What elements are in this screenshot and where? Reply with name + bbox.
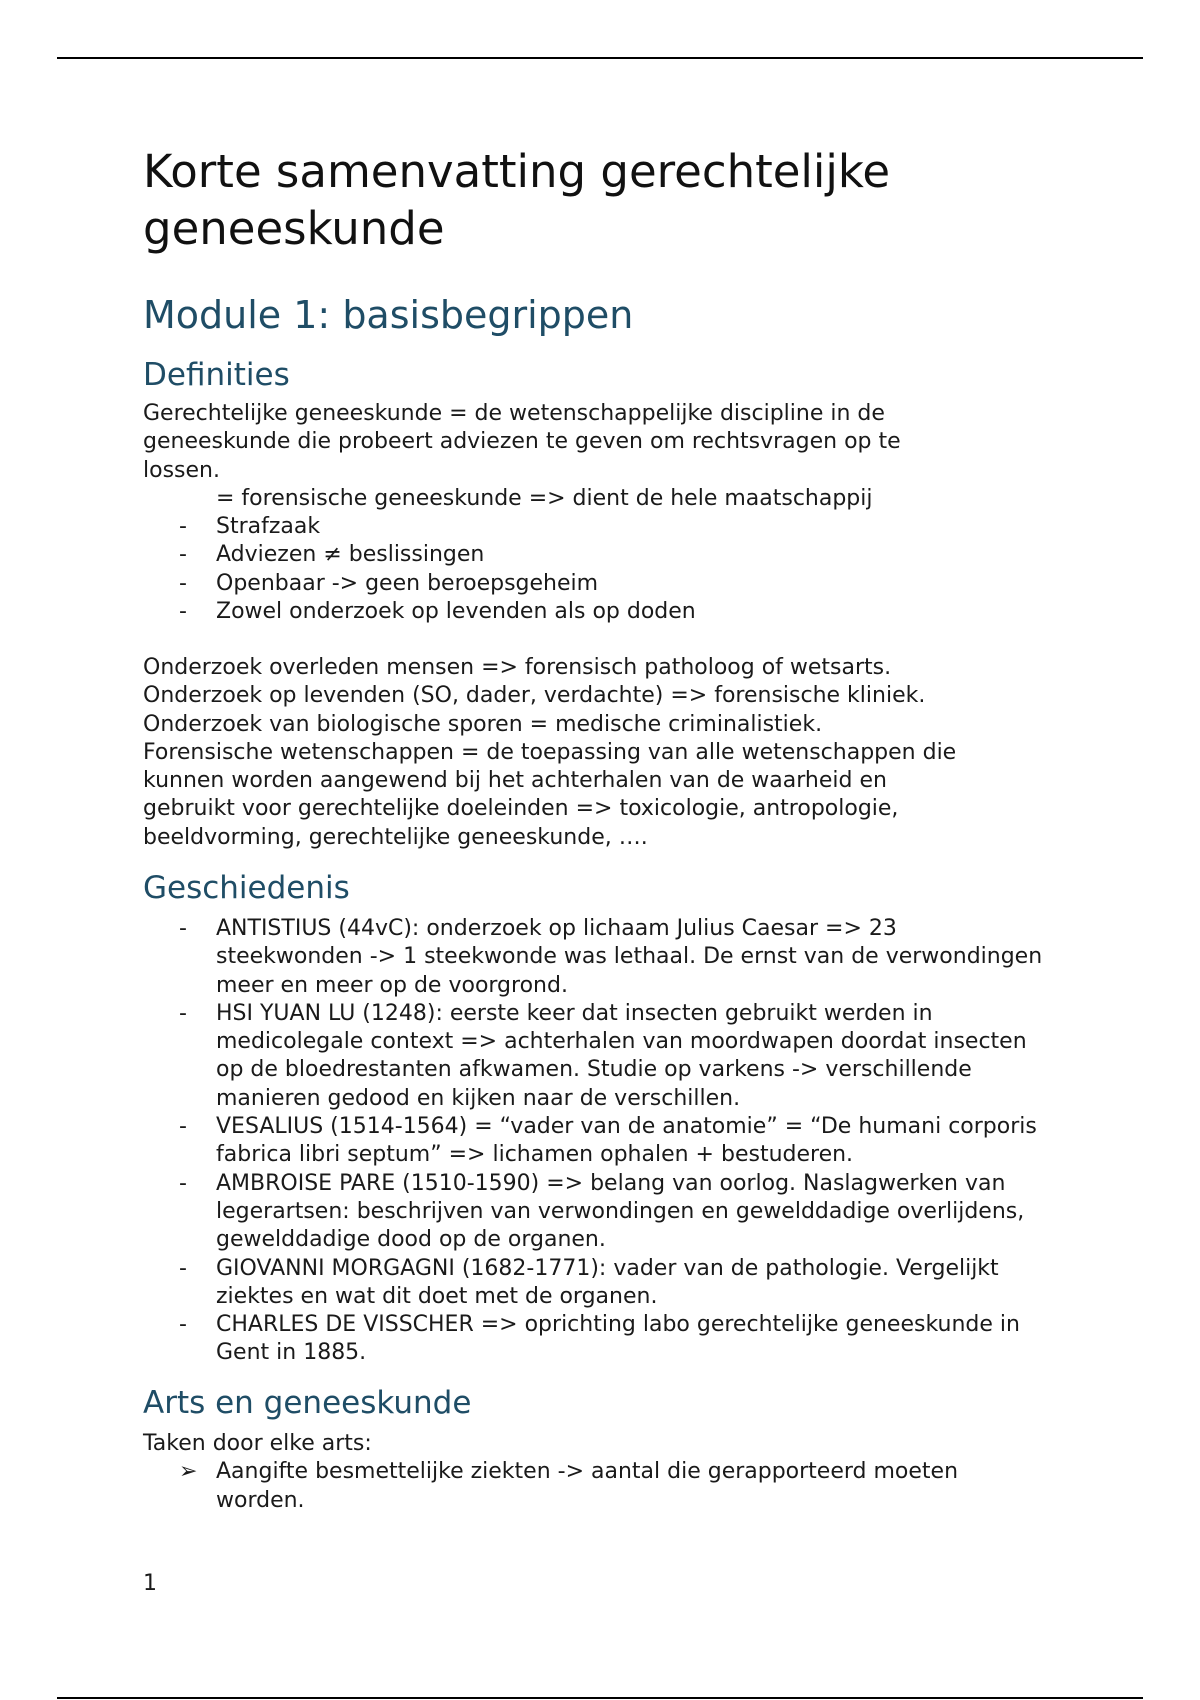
paragraph-line: Forensische wetenschappen = de toepassing van alle wetenschappen die — [143, 739, 957, 765]
list-item: - VESALIUS (1514-1564) = “vader van de anatomie” = “De humani corporis fabrica libri septum” => lichamen ophalen + bestuderen. — [179, 1114, 1037, 1168]
section-heading-definities: Definities — [143, 357, 290, 393]
dash-bullet-icon: - — [179, 1170, 187, 1196]
footer-rule — [57, 1697, 1143, 1699]
section-heading-arts: Arts en geneeskunde — [143, 1385, 472, 1421]
paragraph-line: Onderzoek overleden mensen => forensisch patholoog of wetsarts. — [143, 655, 892, 680]
document-title: Korte samenvatting gerechtelijke geneeskunde — [143, 145, 891, 255]
arts-bullet-list — [143, 1458, 1043, 1515]
list-item: - Openbaar -> geen beroepsgeheim — [143, 570, 1063, 598]
paragraph-line: kunnen worden aangewend bij het achterhalen van de waarheid en — [143, 768, 887, 794]
list-item: - AMBROISE PARE (1510-1590) => belang van oorlog. Naslagwerken van legerartsen: beschrijven van verwondingen en gewelddadige overlijdens, gewelddadige dood op de organen. — [179, 1170, 1025, 1253]
list-item: ➢ Aangifte besmettelijke ziekten -> aantal die gerapporteerd moeten worden. — [179, 1459, 959, 1513]
dash-bullet-icon: - — [179, 542, 187, 568]
section-heading-geschiedenis: Geschiedenis — [143, 870, 350, 906]
paragraph-line: gebruikt voor gerechtelijke doeleinden => toxicologie, antropologie, — [143, 796, 899, 822]
list-item: - Adviezen ≠ beslissingen — [143, 541, 1063, 569]
dash-bullet-icon: - — [179, 1312, 187, 1338]
dash-bullet-icon: - — [179, 599, 187, 625]
dash-bullet-icon: - — [179, 570, 187, 596]
geschiedenis-body — [143, 915, 1063, 1368]
list-item: - Strafzaak — [143, 513, 1063, 541]
list-item: - Zowel onderzoek op levenden als op doden — [143, 598, 1063, 626]
list-item: - CHARLES DE VISSCHER => oprichting labo gerechtelijke geneeskunde in Gent in 1885. — [179, 1312, 1020, 1366]
paragraph-line: Onderzoek van biologische sporen = medische criminalistiek. — [143, 711, 823, 737]
paragraph-line: beeldvorming, gerechtelijke geneeskunde, …. — [143, 824, 648, 850]
module-heading: Module 1: basisbegrippen — [143, 293, 634, 337]
dash-bullet-icon: - — [179, 1255, 187, 1281]
definities-body — [143, 400, 1063, 626]
dash-bullet-icon: - — [179, 514, 187, 540]
dash-bullet-icon: - — [179, 1000, 187, 1026]
definities-intro-line: Gerechtelijke geneeskunde = de wetenschappelijke discipline in de — [143, 401, 885, 426]
dash-bullet-icon: - — [179, 1114, 187, 1140]
arts-body — [143, 1430, 1063, 1515]
definities-indented-line: = forensische geneeskunde => dient de hele maatschappij — [216, 485, 873, 511]
definities-bullet-list — [143, 513, 1063, 626]
arrow-bullet-icon: ➢ — [179, 1459, 198, 1485]
header-rule — [57, 57, 1143, 59]
paragraph-line: Onderzoek op levenden (SO, dader, verdachte) => forensische kliniek. — [143, 683, 926, 709]
definities-paragraph — [143, 654, 1063, 852]
dash-bullet-icon: - — [179, 916, 187, 941]
arts-intro: Taken door elke arts: — [143, 1431, 372, 1456]
definities-intro-line: geneeskunde die probeert adviezen te geven om rechtsvragen op te — [143, 429, 901, 455]
definities-intro-line: lossen. — [143, 457, 220, 483]
page-number: 1 — [143, 1571, 157, 1596]
geschiedenis-bullet-list — [143, 915, 1043, 1368]
list-item: - HSI YUAN LU (1248): eerste keer dat insecten gebruikt werden in medicolegale context => achterhalen van moordwapen doordat insecten op de bloedrestanten afkwamen. Studie op varkens -> verschillende manieren gedood en kijken naar de verschillen. — [179, 1000, 1027, 1111]
list-item: - ANTISTIUS (44vC): onderzoek op lichaam Julius Caesar => 23 steekwonden -> 1 steekwonde was lethaal. De ernst van de verwondingen meer en meer op de voorgrond. — [179, 916, 1043, 998]
list-item: - GIOVANNI MORGAGNI (1682-1771): vader van de pathologie. Vergelijkt ziektes en wat dit doet met de organen. — [179, 1255, 999, 1309]
